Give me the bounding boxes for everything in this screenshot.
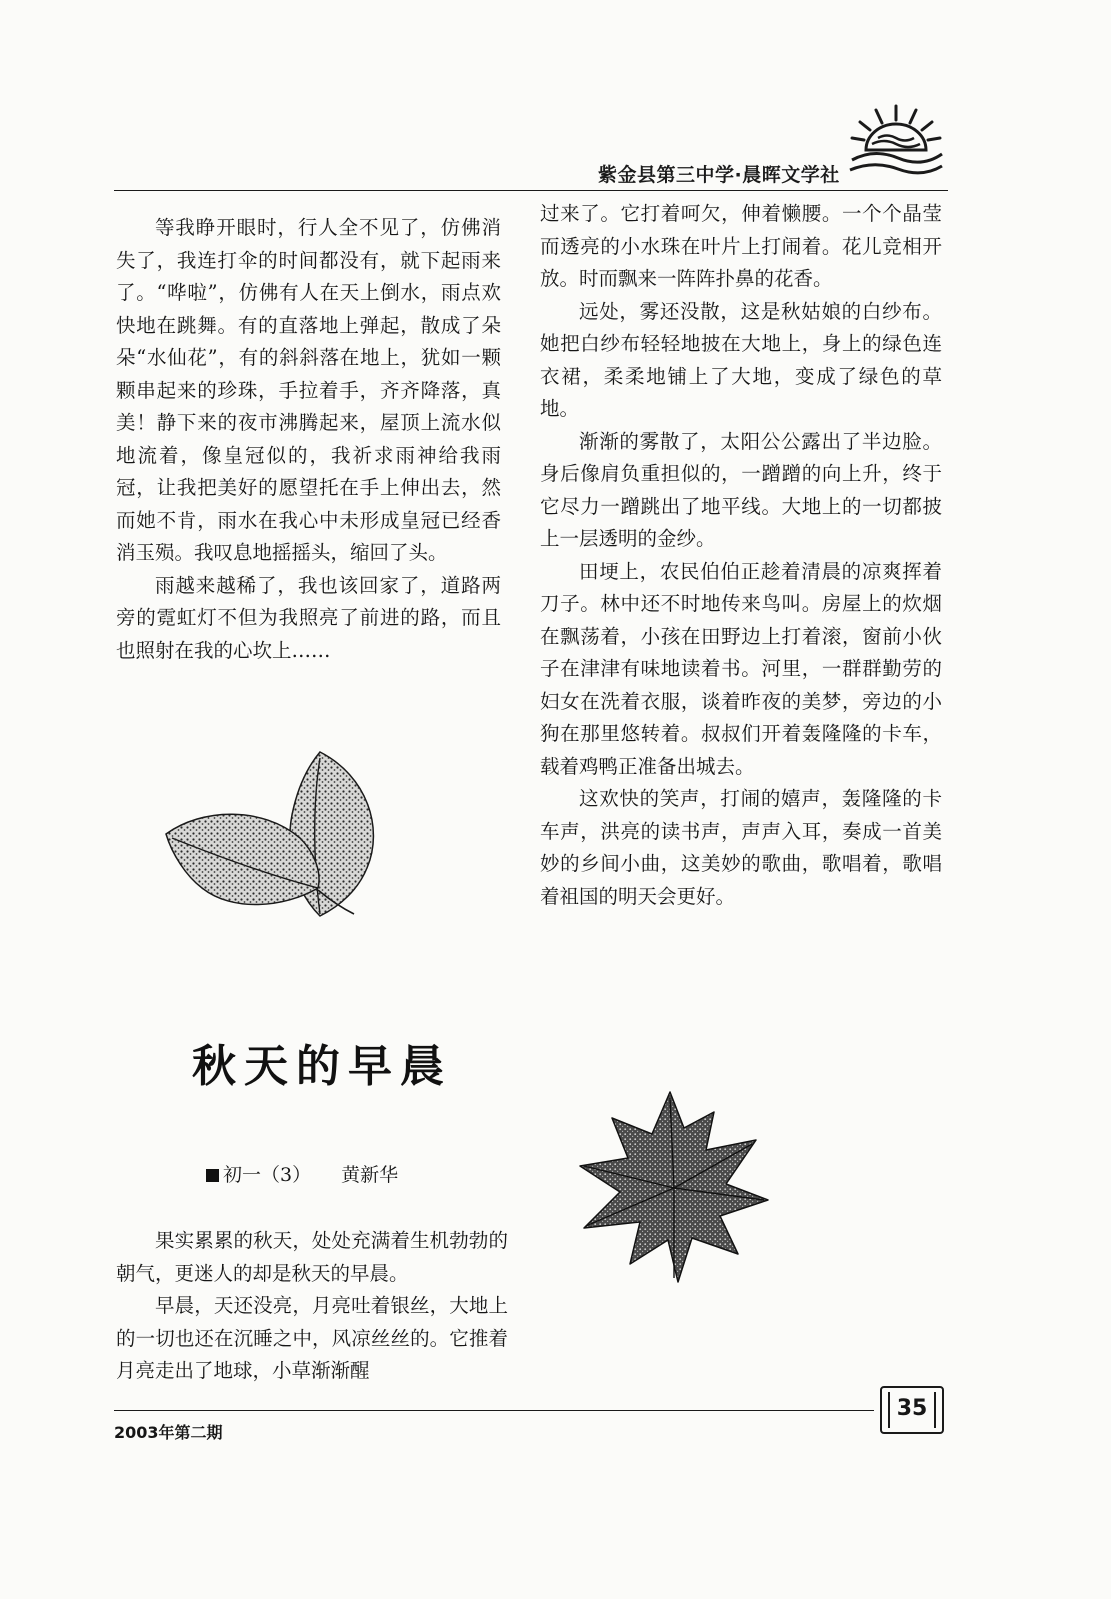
paragraph: 早晨，天还没亮，月亮吐着银丝，大地上的一切也还在沉睡之中，风凉丝丝的。它推着月亮走出了地球，小草渐渐醒 xyxy=(116,1294,508,1382)
previous-article-ending xyxy=(116,212,501,667)
paragraph: 等我睁开眼时，行人全不见了，仿佛消失了，我连打伞的时间都没有，就下起雨来了。“哗啦”，仿佛有人在天上倒水，雨点欢快地在跳舞。有的直落地上弹起，散成了朵朵“水仙花”，有的斜斜落在地上，犹如一颗颗串起来的珍珠，手拉着手，齐齐降落，真美！静下来的夜市沸腾起来，屋顶上流水似地流着，像皇冠似的，我祈求雨神给我雨冠，让我把美好的愿望托在手上伸出去，然而她不肯，雨水在我心中未形成皇冠已经香消玉殒。我叹息地摇摇头，缩回了头。 xyxy=(116,216,501,564)
paragraph: 果实累累的秋天，处处充满着生机勃勃的朝气，更迷人的却是秋天的早晨。 xyxy=(116,1229,508,1285)
byline xyxy=(206,1160,398,1187)
paragraph: 雨越来越稀了，我也该回家了，道路两旁的霓虹灯不但为我照亮了前进的路，而且也照射在我的心坎上…… xyxy=(116,573,501,662)
issue-label: 2003年第二期 xyxy=(114,1423,223,1442)
article-title: 秋天的早晨 xyxy=(192,1041,452,1092)
sunrise-logo-icon xyxy=(848,100,944,180)
paragraph: 这欢快的笑声，打闹的嬉声，轰隆隆的卡车声，洪亮的读书声，声声入耳，奏成一首美妙的乡间小曲，这美妙的歌曲，歌唱着，歌唱着祖国的明天会更好。 xyxy=(540,787,942,908)
paragraph: 远处，雾还没散，这是秋姑娘的白纱布。她把白纱布轻轻地披在大地上，身上的绿色连衣裙，柔柔地铺上了大地，变成了绿色的草地。 xyxy=(540,299,942,420)
article-left-column xyxy=(116,1225,508,1388)
leaf-pair-icon xyxy=(162,748,392,928)
header-rule xyxy=(114,190,948,191)
paragraph: 渐渐的雾散了，太阳公公露出了半边脸。身后像肩负重担似的，一蹭蹭的向上升，终于它尽力一蹭跳出了地平线。大地上的一切都披上一层透明的金纱。 xyxy=(540,429,942,550)
page-number-box xyxy=(880,1386,944,1434)
footer-rule xyxy=(114,1410,874,1411)
page-number: 35 xyxy=(896,1396,928,1421)
paragraph: 过来了。它打着呵欠，伸着懒腰。一个个晶莹而透亮的小水珠在叶片上打闹着。花儿竞相开放。时而飘来一阵阵扑鼻的花香。 xyxy=(540,202,942,290)
maple-leaf-icon xyxy=(574,1088,774,1288)
class-label: 初一（3） xyxy=(223,1164,312,1186)
author-name: 黄新华 xyxy=(341,1164,399,1186)
paragraph: 田埂上，农民伯伯正趁着清晨的凉爽挥着刀子。林中还不时地传来鸟叫。房屋上的炊烟在飘荡着，小孩在田野边上打着滚，窗前小伙子在津津有味地读着书。河里，一群群勤劳的妇女在洗着衣服，谈着昨夜的美梦，旁边的小狗在那里悠转着。叔叔们开着轰隆隆的卡车，载着鸡鸭正准备出城去。 xyxy=(540,559,942,778)
bullet-square-icon xyxy=(206,1169,219,1182)
header-title: 紫金县第三中学·晨晖文学社 xyxy=(598,164,840,186)
article-right-column xyxy=(540,198,942,913)
